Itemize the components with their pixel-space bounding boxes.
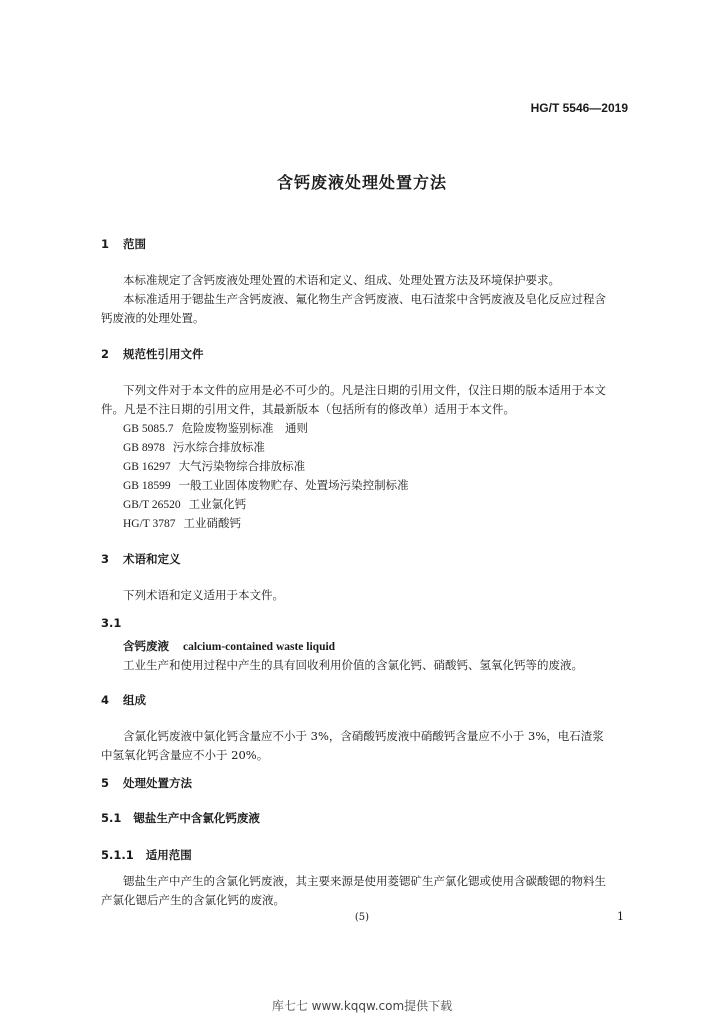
term-definition: 工业生产和使用过程中产生的具有回收利用价值的含氯化钙、硝酸钙、氢氧化钙等的废液。 bbox=[123, 658, 583, 672]
reference-code: GB/T 26520 bbox=[123, 499, 181, 511]
section-5-heading bbox=[101, 775, 192, 791]
reference-name: 工业硝酸钙 bbox=[183, 516, 241, 530]
reference-code: GB 16297 bbox=[123, 461, 171, 473]
paragraph: 本标准适用于锶盐生产含钙废液、氟化物生产含钙废液、电石渣浆中含钙废液及皂化反应过程含 bbox=[123, 292, 606, 306]
subsection-number: 5.1 bbox=[101, 811, 122, 825]
term-chinese: 含钙废液 bbox=[123, 639, 169, 653]
reference-code: GB 18599 bbox=[123, 480, 171, 492]
watermark: 库七七 www.kqqw.com提供下载 bbox=[271, 999, 453, 1013]
section-number: 2 bbox=[101, 347, 110, 361]
term-entry bbox=[123, 638, 335, 654]
reference-name: 危险废物鉴别标准 通则 bbox=[181, 421, 308, 435]
reference-item bbox=[123, 420, 308, 436]
section-number: 5 bbox=[101, 776, 110, 790]
section-number: 4 bbox=[101, 693, 110, 707]
subsection-5-1-heading bbox=[101, 810, 260, 826]
paragraph: 下列术语和定义适用于本文件。 bbox=[123, 588, 284, 602]
reference-name: 污水综合排放标准 bbox=[172, 440, 265, 454]
paragraph: 件。凡是不注日期的引用文件，其最新版本（包括所有的修改单）适用于本文件。 bbox=[101, 402, 515, 416]
paragraph: 下列文件对于本文件的应用是必不可少的。凡是注日期的引用文件，仅注日期的版本适用于本文 bbox=[123, 383, 606, 397]
section-1-heading bbox=[101, 236, 146, 252]
subsection-title: 适用范围 bbox=[145, 848, 192, 862]
reference-item bbox=[123, 496, 246, 512]
page-number-center: (5) bbox=[354, 912, 370, 923]
reference-item bbox=[123, 477, 409, 493]
paragraph: 钙废液的处理处置。 bbox=[101, 311, 205, 325]
section-number: 1 bbox=[101, 237, 110, 251]
section-title: 术语和定义 bbox=[123, 552, 181, 566]
page-number-right: 1 bbox=[617, 910, 624, 923]
section-title: 组成 bbox=[123, 693, 147, 707]
document-title: 含钙废液处理处置方法 bbox=[276, 173, 447, 192]
subsection-title: 锶盐生产中含氯化钙废液 bbox=[133, 811, 260, 825]
document-code: HG/T 5546—2019 bbox=[530, 101, 628, 115]
subsection-number: 5.1.1 bbox=[101, 848, 134, 862]
reference-name: 大气污染物综合排放标准 bbox=[178, 459, 306, 473]
section-2-heading bbox=[101, 346, 204, 362]
reference-code: GB 5085.7 bbox=[123, 423, 174, 435]
term-english: calcium-contained waste liquid bbox=[183, 641, 336, 653]
subsection-3-1-number: 3.1 bbox=[101, 616, 122, 630]
reference-item bbox=[123, 515, 241, 531]
reference-name: 一般工业固体废物贮存、处置场污染控制标准 bbox=[178, 478, 409, 492]
paragraph: 中氢氧化钙含量应不小于 20%。 bbox=[101, 748, 269, 762]
paragraph: 本标准规定了含钙废液处理处置的术语和定义、组成、处理处置方法及环境保护要求。 bbox=[123, 273, 560, 287]
reference-item bbox=[123, 439, 265, 455]
section-title: 范围 bbox=[123, 237, 147, 251]
section-3-heading bbox=[101, 551, 181, 567]
reference-code: GB 8978 bbox=[123, 442, 165, 454]
section-4-heading bbox=[101, 692, 146, 708]
reference-name: 工业氯化钙 bbox=[188, 497, 247, 511]
reference-item bbox=[123, 458, 305, 474]
reference-code: HG/T 3787 bbox=[123, 518, 176, 530]
subsection-5-1-1-heading bbox=[101, 847, 192, 863]
paragraph: 产氯化锶后产生的含氯化钙的废液。 bbox=[101, 893, 285, 907]
section-title: 处理处置方法 bbox=[123, 776, 193, 790]
paragraph: 含氯化钙废液中氯化钙含量应不小于 3%，含硝酸钙废液中硝酸钙含量应不小于 3%，电石渣浆 bbox=[123, 729, 604, 743]
section-number: 3 bbox=[101, 552, 110, 566]
section-title: 规范性引用文件 bbox=[123, 347, 204, 361]
paragraph: 锶盐生产中产生的含氯化钙废液，其主要来源是使用菱锶矿生产氯化锶或使用含碳酸锶的物料生 bbox=[123, 874, 606, 888]
